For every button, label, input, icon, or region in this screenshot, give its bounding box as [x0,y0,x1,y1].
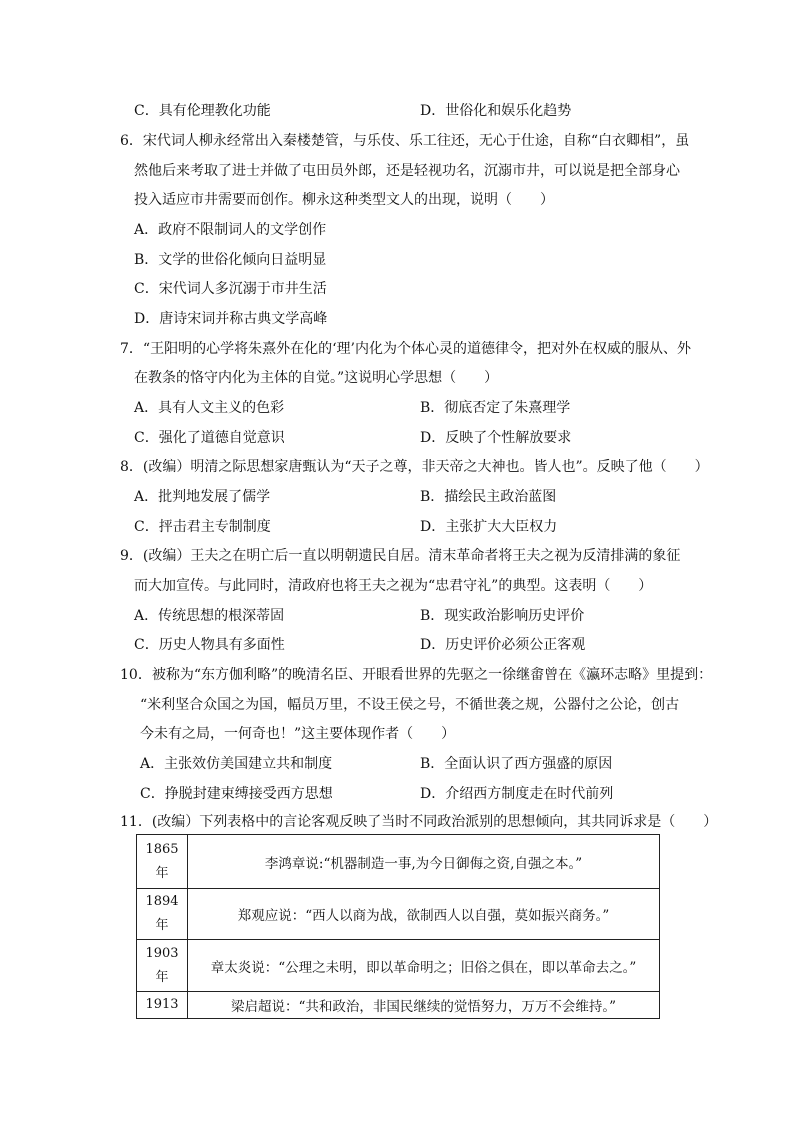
q8-option-b[interactable]: B．描绘民主政治蓝图 [420,489,557,505]
table-row [137,940,660,992]
q10-stem-line-3: 今未有之局，一何奇也！”这主要体现作者（ ） [140,726,456,742]
q11-quote-table [136,834,660,1019]
q7-stem-line-2: 在教条的恪守内化为主体的自觉。”这说明心学思想（ ） [134,370,499,386]
table-row [137,835,660,889]
q10-option-c[interactable]: C．挣脱封建束缚接受西方思想 [140,786,333,802]
year-suffix: 年 [155,918,169,933]
q7-option-d[interactable]: D．反映了个性解放要求 [420,430,572,446]
q8-option-c[interactable]: C．抨击君主专制制度 [134,519,271,535]
q6-stem-line-2: 然他后来考取了进士并做了屯田员外郎，还是轻视功名，沉溺市井，可以说是把全部身心 [134,163,680,179]
q9-stem-line-1: 9．(改编）王夫之在明亡后一直以明朝遗民自居。清末革命者将王夫之视为反清排满的象征 [120,548,681,564]
q10-option-a[interactable]: A．主张效仿美国建立共和制度 [140,756,333,772]
q8-option-a[interactable]: A．批判地发展了儒学 [134,489,271,505]
table-row [137,992,660,1019]
year-suffix: 年 [155,969,169,985]
q11-stem-line-1: 11．(改编）下列表格中的言论客观反映了当时不同政治派别的思想倾向，其共同诉求是（ ） [120,814,718,830]
quote-cell: 李鸿章说:“机器制造一事,为今日御侮之资,自强之本。” [188,835,660,889]
q8-option-d[interactable]: D．主张扩大大臣权力 [420,519,558,535]
q7-option-b[interactable]: B．彻底否定了朱熹理学 [420,400,571,416]
quote-cell: 梁启超说：“共和政治，非国民继续的觉悟努力，万万不会维持。” [188,992,660,1019]
q7-stem-line-1: 7．“王阳明的心学将朱熹外在化的‘理’内化为个体心灵的道德律令，把对外在权威的服从、外 [120,341,691,357]
q9-option-c[interactable]: C．历史人物具有多面性 [134,637,285,653]
quote-cell: 郑观应说：“西人以商为战，欲制西人以自强，莫如振兴商务。” [188,889,660,940]
year-cell [137,992,188,1019]
q6-option-a[interactable]: A．政府不限制词人的文学创作 [134,222,327,238]
q6-option-d[interactable]: D．唐诗宋词并称古典文学高峰 [134,311,328,327]
q10-option-d[interactable]: D．介绍西方制度走在时代前列 [420,786,614,802]
year-number: 1913 [145,997,179,1012]
table-row [137,889,660,940]
q10-option-b[interactable]: B．全面认识了西方强盛的原因 [420,756,613,772]
q8-stem-line-1: 8．(改编）明清之际思想家唐甄认为“天子之尊，非天帝之大神也。皆人也”。反映了他（ ） [120,459,709,475]
year-number: 1865 [145,841,179,857]
year-cell [137,835,188,889]
q5-option-c[interactable]: C．具有伦理教化功能 [134,103,271,119]
year-number: 1903 [145,945,179,961]
q7-option-a[interactable]: A．具有人文主义的色彩 [134,400,285,416]
q5-option-d[interactable]: D．世俗化和娱乐化趋势 [420,103,572,119]
q9-option-b[interactable]: B．现实政治影响历史评价 [420,608,585,624]
year-cell [137,940,188,992]
q10-stem-line-1: 10．被称为“东方伽利略”的晚清名臣、开眼看世界的先驱之一徐继畬曾在《瀛环志略》里提到： [120,667,713,683]
q7-option-c[interactable]: C．强化了道德自觉意识 [134,430,285,446]
q9-stem-line-2: 而大加宣传。与此同时，清政府也将王夫之视为“忠君守礼”的典型。这表明（ ） [134,578,653,594]
quote-cell: 章太炎说：“公理之未明，即以革命明之；旧俗之俱在，即以革命去之。” [188,940,660,992]
year-suffix: 年 [155,865,169,881]
year-cell [137,889,188,940]
q6-stem-line-1: 6．宋代词人柳永经常出入秦楼楚管，与乐伎、乐工往还，无心于仕途，自称“白衣卿相”，虽 [120,133,690,149]
q10-stem-line-2: “米利坚合众国之为国，幅员万里，不设王侯之号，不循世袭之规，公器付之公论，创古 [140,697,680,713]
q6-stem-line-3: 投入适应市井需要而创作。柳永这种类型文人的出现，说明（ ） [134,192,554,208]
q9-option-d[interactable]: D．历史评价必须公正客观 [420,637,586,653]
q6-option-c[interactable]: C．宋代词人多沉溺于市井生活 [134,281,327,297]
year-number: 1894 [145,894,179,909]
q9-option-a[interactable]: A．传统思想的根深蒂固 [134,608,285,624]
q6-option-b[interactable]: B．文学的世俗化倾向日益明显 [134,252,327,268]
